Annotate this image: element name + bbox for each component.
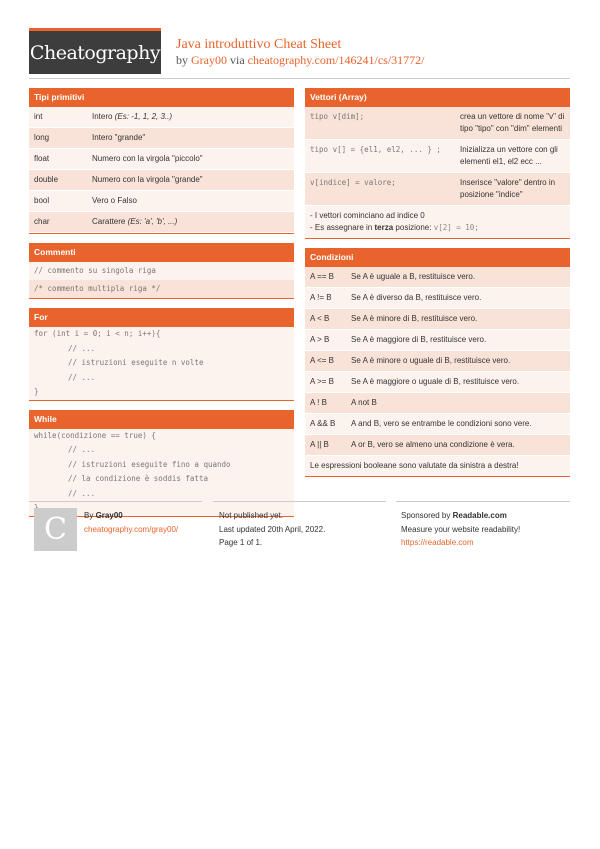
for-heading: For xyxy=(29,308,294,327)
by-word: By xyxy=(84,511,94,520)
type-cell: int xyxy=(29,107,87,128)
page-number: Page 1 of 1. xyxy=(219,538,263,547)
while-heading: While xyxy=(29,410,294,429)
table-row xyxy=(305,393,570,414)
page-title: Java introduttivo Cheat Sheet xyxy=(176,37,342,52)
note-line: - I vettori cominciano ad indice 0 xyxy=(310,211,425,220)
desc-cell: Intero "grande" xyxy=(87,128,294,149)
avatar-letter: C xyxy=(44,512,67,547)
desc-cell: Se A è maggiore o uguale di B, restituisce vero. xyxy=(346,372,570,393)
sponsor-link[interactable]: https://readable.com xyxy=(401,538,474,547)
note-line: - Es assegnare in terza posizione: v[2] = 10; xyxy=(310,223,479,232)
code-line: // istruzioni eseguite n volte xyxy=(68,358,204,367)
desc-cell: Numero con la virgola "grande" xyxy=(87,170,294,191)
published-status: Not published yet. xyxy=(219,511,284,520)
desc-cell: A or B, vero se almeno una condizione è vera. xyxy=(346,435,570,456)
code-line: // ... xyxy=(68,372,96,382)
op-cell: A ! B xyxy=(305,393,346,414)
type-cell: float xyxy=(29,149,87,170)
tipi-primitivi-box xyxy=(29,88,294,234)
table-row xyxy=(305,173,570,206)
for-box xyxy=(29,308,294,401)
footer-author-name[interactable]: Gray00 xyxy=(95,511,123,520)
condizioni-table xyxy=(305,267,570,456)
author-link[interactable]: Gray00 xyxy=(191,53,227,67)
vettori-heading: Vettori (Array) xyxy=(305,88,570,107)
code-line: // ... xyxy=(68,343,96,353)
desc-cell: A and B, vero se entrambe le condizioni sono vere. xyxy=(346,414,570,435)
table-row xyxy=(305,140,570,173)
right-column xyxy=(305,88,570,486)
op-cell: A <= B xyxy=(305,351,346,372)
footer-publish-info xyxy=(219,509,325,550)
desc-cell: Inizializza un vettore con gli elementi el1, el2 ecc ... xyxy=(455,140,570,173)
code-line: for (int i = 0; i < n; i++){ xyxy=(34,329,161,338)
footer-divider xyxy=(396,501,570,502)
footer-sponsor xyxy=(401,509,520,550)
tipi-primitivi-table xyxy=(29,107,294,233)
desc-cell: Se A è minore di B, restituisce vero. xyxy=(346,309,570,330)
code-line: // ... xyxy=(68,488,96,498)
table-row xyxy=(29,107,294,128)
sheet-url-link[interactable]: cheatography.com/146241/cs/31772/ xyxy=(247,53,425,67)
sponsor-prefix: Sponsored by xyxy=(401,511,451,520)
op-cell: A || B xyxy=(305,435,346,456)
desc-cell: Se A è maggiore di B, restituisce vero. xyxy=(346,330,570,351)
code-line: /* commento multipla riga */ xyxy=(29,280,294,298)
footer-author-link[interactable]: cheatography.com/gray00/ xyxy=(84,524,179,534)
left-column xyxy=(29,88,294,526)
code-cell: tipo v[dim]; xyxy=(305,107,455,140)
desc-cell: Se A è diverso da B, restituisce vero. xyxy=(346,288,570,309)
vettori-notes xyxy=(305,206,570,238)
op-cell: A != B xyxy=(305,288,346,309)
table-row xyxy=(305,414,570,435)
code-line: // commento su singola riga xyxy=(34,266,156,275)
op-cell: A < B xyxy=(305,309,346,330)
vettori-box xyxy=(305,88,570,239)
code-cell: v[indice] = valore; xyxy=(305,173,455,206)
table-row xyxy=(29,170,294,191)
desc-cell: Vero o Falso xyxy=(87,191,294,212)
desc-cell: Intero (Es: -1, 1, 2, 3..) xyxy=(87,107,294,128)
vettori-table xyxy=(305,107,570,206)
table-row xyxy=(305,330,570,351)
tipi-primitivi-heading: Tipi primitivi xyxy=(29,88,294,107)
code-line: // istruzioni eseguite fino a quando xyxy=(68,459,231,469)
code-line: // la condizione è soddis fatta xyxy=(68,474,208,483)
cheatography-logo[interactable] xyxy=(29,28,161,74)
code-line: // ... xyxy=(68,445,96,454)
footer-divider xyxy=(29,501,202,502)
type-cell: char xyxy=(29,212,87,233)
op-cell: A >= B xyxy=(305,372,346,393)
table-row xyxy=(305,435,570,456)
table-row xyxy=(305,309,570,330)
table-row xyxy=(29,128,294,149)
desc-cell: Inserisce "valore" dentro in posizione "indice" xyxy=(455,173,570,206)
condizioni-heading: Condizioni xyxy=(305,248,570,267)
op-cell: A == B xyxy=(305,267,346,288)
type-cell: long xyxy=(29,128,87,149)
desc-cell: Se A è uguale a B, restituisce vero. xyxy=(346,267,570,288)
code-line: } xyxy=(34,387,39,396)
code-cell: tipo v[] = {el1, el2, ... } ; xyxy=(305,140,455,173)
sponsor-tagline: Measure your website readability! xyxy=(401,524,521,534)
subtitle xyxy=(176,53,425,68)
table-row xyxy=(29,149,294,170)
table-row xyxy=(305,267,570,288)
table-row xyxy=(305,351,570,372)
footer-divider xyxy=(213,501,386,502)
table-row xyxy=(305,107,570,140)
commenti-heading: Commenti xyxy=(29,243,294,262)
code-line: while(condizione == true) { xyxy=(34,430,156,440)
desc-cell: Numero con la virgola "piccolo" xyxy=(87,149,294,170)
sponsor-name[interactable]: Readable.com xyxy=(452,511,507,520)
type-cell: bool xyxy=(29,191,87,212)
desc-cell: Carattere (Es: 'a', 'b', ...) xyxy=(87,212,294,233)
table-row xyxy=(305,372,570,393)
footer-author xyxy=(84,509,178,536)
commenti-box xyxy=(29,243,294,299)
desc-cell: crea un vettore di nome "v" di tipo "tipo" con "dim" elementi xyxy=(455,107,570,140)
last-updated: Last updated 20th April, 2022. xyxy=(219,524,326,534)
condizioni-box xyxy=(305,248,570,477)
type-cell: double xyxy=(29,170,87,191)
desc-cell: A not B xyxy=(346,393,570,414)
by-word: by xyxy=(176,53,188,67)
op-cell: A > B xyxy=(305,330,346,351)
via-word: via xyxy=(230,53,245,67)
condizioni-note: Le espressioni booleane sono valutate da sinistra a destra! xyxy=(305,456,570,476)
table-row xyxy=(29,191,294,212)
logo-text: Cheatography xyxy=(29,41,161,64)
table-row xyxy=(305,288,570,309)
desc-cell: Se A è minore o uguale di B, restituisce vero. xyxy=(346,351,570,372)
op-cell: A && B xyxy=(305,414,346,435)
header-divider xyxy=(29,78,570,79)
avatar[interactable] xyxy=(34,508,77,551)
table-row xyxy=(29,212,294,233)
